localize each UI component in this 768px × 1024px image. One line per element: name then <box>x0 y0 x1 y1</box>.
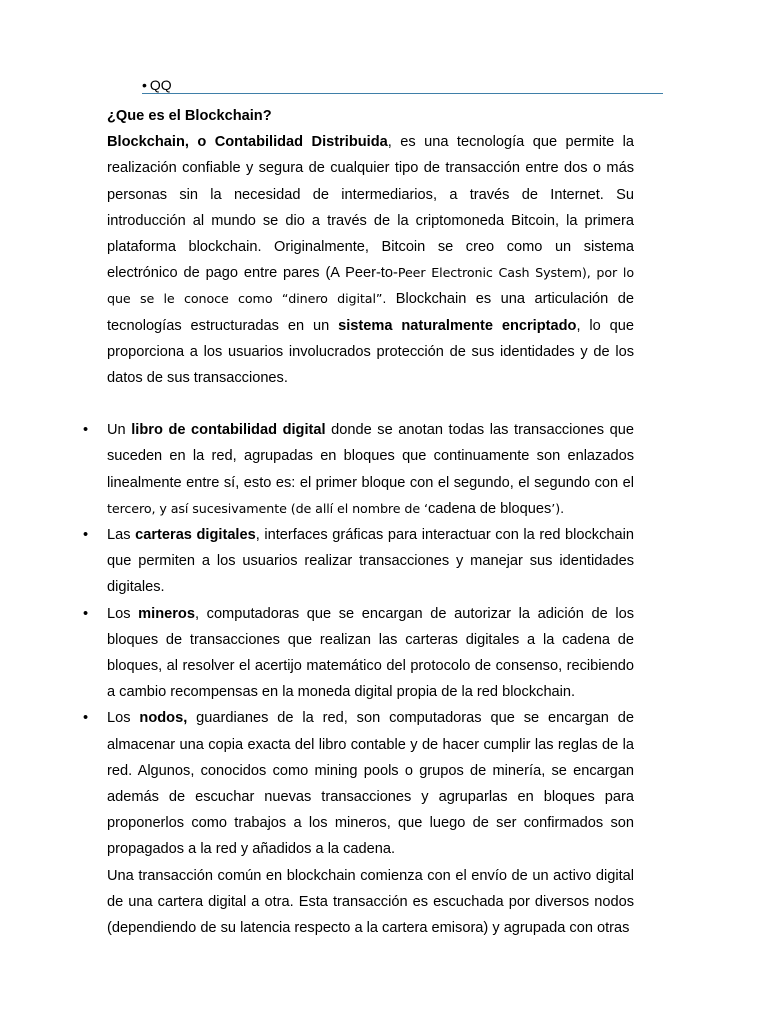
component-list <box>83 417 635 862</box>
bullet-marker: • <box>83 527 89 544</box>
header-bullet: • <box>142 77 147 93</box>
header-text: QQ <box>149 77 172 93</box>
paragraph-spacer <box>107 391 634 417</box>
list-item: • Las carteras digitales, interfaces gráficas para interactuar con la red blockchain que permiten a los usuarios realizar transacciones y manejar sus identidades digitales. <box>107 522 634 601</box>
intro-paragraph: Blockchain, o Contabilidad Distribuida, es una tecnología que permite la realización confiable y segura de cualquier tipo de transacción entre dos o más personas sin la necesidad de intermediarios, a través de Internet. Su introducción al mundo se dio a través de la criptomoneda Bitcoin, la primera plataforma blockchain. Originalmente, Bitcoin se creo como un sistema electrónico de pago entre pares (A Peer-to-Peer Electronic Cash System), por lo que se le conoce como “dinero digital”. Blockchain es una articulación de tecnologías estructuradas en un sistema naturalmente encriptado, lo que proporciona a los usuarios involucrados protección de sus identidades y de los datos de sus transacciones. <box>107 134 635 387</box>
list-item: • Los mineros, computadoras que se encargan de autorizar la adición de los bloques de transacciones que realizan las carteras digitales a la cadena de bloques, al resolver el acertijo matemático del protocolo de consenso, recibiendo a cambio recompensas en la moneda digital propia de la red blockchain. <box>107 601 634 706</box>
intro-bold-term: Blockchain, o Contabilidad Distribuida <box>107 134 388 151</box>
bullet-marker: • <box>83 710 89 727</box>
list-item: • Un libro de contabilidad digital donde se anotan todas las transacciones que suceden en la red, agrupadas en bloques que continuamente son enlazados linealmente entre sí, esto es: el primer bloque con el segundo, el segundo con el tercero, y así sucesivamente (de allí el nombre de ‘cadena de bloques’). <box>107 417 634 522</box>
document-body <box>83 103 635 941</box>
bullet-marker: • <box>83 605 89 622</box>
bullet-marker: • <box>83 422 89 439</box>
intro-bold-phrase: sistema naturalmente encriptado <box>338 317 577 334</box>
page-header <box>142 77 663 94</box>
closing-paragraph: Una transacción común en blockchain comienza con el envío de un activo digital de una cartera digital a otra. Esta transacción es escuchada por diversos nodos (dependiendo de su latencia respecto a la cartera emisora) y agrupada con otras <box>107 867 634 937</box>
section-heading: ¿Que es el Blockchain? <box>107 108 272 124</box>
list-item: • Los nodos, guardianes de la red, son computadoras que se encargan de almacenar una copia exacta del libro contable y de hacer cumplir las reglas de la red. Algunos, conocidos como mining pools o grupos de minería, se encargan además de escuchar nuevas transacciones y agruparlas en bloques para proponerlos como trabajos a los mineros, que luego de ser confirmados son propagados a la red y añadidos a la cadena. <box>107 705 634 862</box>
